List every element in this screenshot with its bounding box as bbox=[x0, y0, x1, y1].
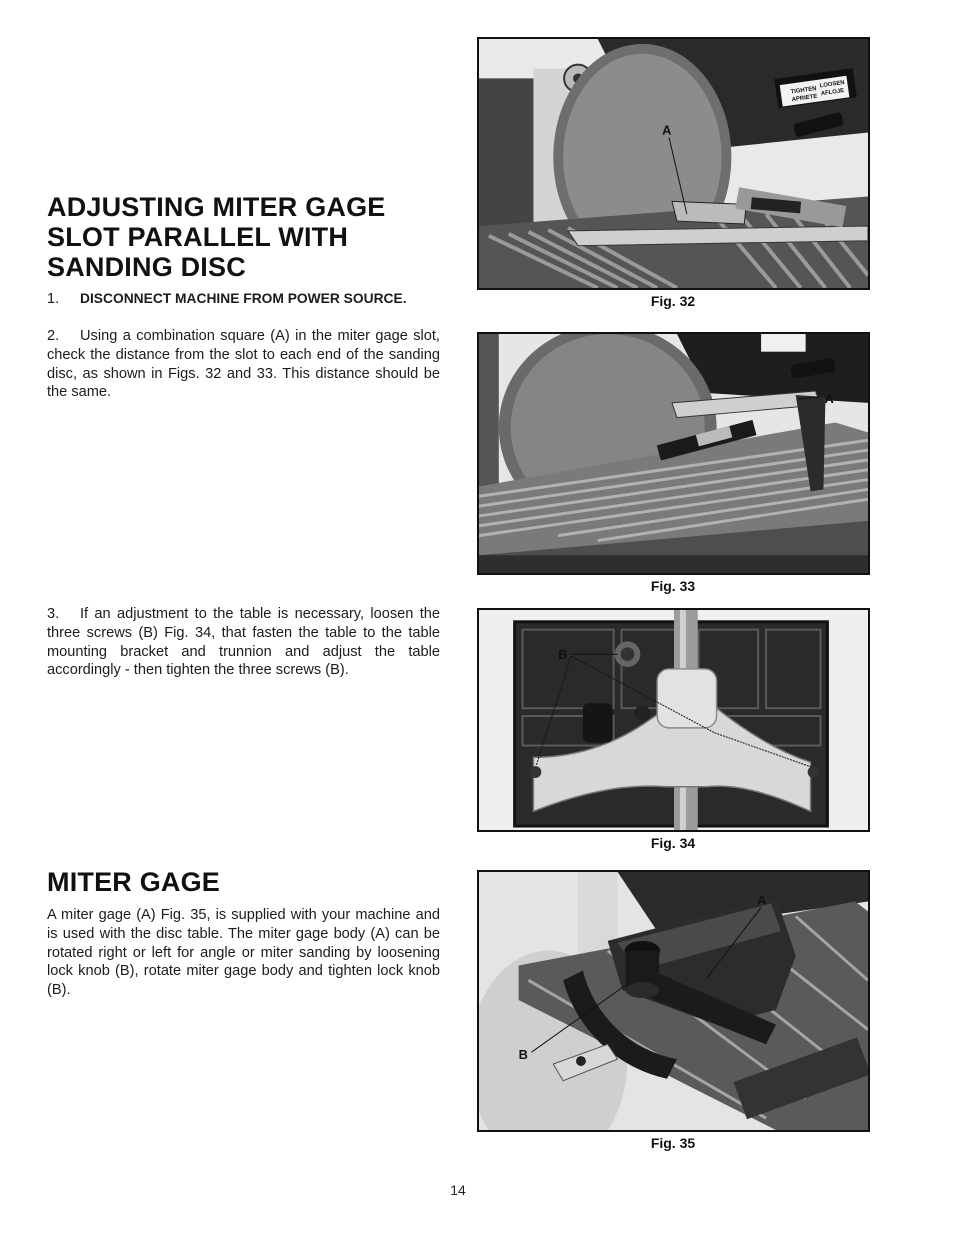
step-text: Using a combination square (A) in the miter gage slot, check the distance from the slot to each end of the sanding disc, as shown in Figs. 32 and 33. This distance should be the same. bbox=[47, 328, 440, 401]
callout-a: A bbox=[757, 892, 767, 908]
title-line: ADJUSTING MITER GAGE bbox=[47, 192, 386, 222]
table-underside-photo bbox=[479, 610, 868, 830]
miter-gage-paragraph: A miter gage (A) Fig. 35, is supplied with your machine and is used with the disc table. The miter gage body (A) can be rotated right or left for angle or miter sanding by loosening lock knob (B), rotate miter gage body and tighten lock knob (B). bbox=[47, 907, 440, 999]
page-number: 14 bbox=[450, 1182, 466, 1198]
step-text: DISCONNECT MACHINE FROM POWER SOURCE. bbox=[80, 291, 407, 306]
figure-35-caption: Fig. 35 bbox=[650, 1135, 696, 1151]
section-title-adjusting bbox=[47, 192, 447, 282]
step-3 bbox=[47, 605, 440, 680]
figure-32 bbox=[477, 37, 870, 290]
step-number: 2. bbox=[47, 328, 60, 344]
step-number: 3. bbox=[47, 606, 60, 622]
figure-34 bbox=[477, 608, 870, 832]
label-text: LOOSEN bbox=[819, 80, 846, 90]
step-2 bbox=[47, 327, 440, 402]
label-text: AFLOJE bbox=[820, 88, 845, 98]
callout-b: B bbox=[558, 647, 568, 663]
section-title-miter-gage: MITER GAGE bbox=[47, 867, 221, 897]
disc-sander-photo bbox=[479, 39, 868, 288]
step-1 bbox=[47, 290, 440, 309]
label-text: APRIETE bbox=[791, 93, 818, 104]
callout-a: A bbox=[662, 122, 672, 138]
miter-gage-photo bbox=[479, 872, 868, 1130]
figure-33 bbox=[477, 332, 870, 575]
step-number: 1. bbox=[47, 291, 60, 307]
title-line: SLOT PARALLEL WITH bbox=[47, 222, 349, 252]
disc-sander-photo bbox=[479, 334, 868, 573]
figure-35 bbox=[477, 870, 870, 1132]
step-text: If an adjustment to the table is necessary, loosen the three screws (B) Fig. 34, that fasten the table to the table mounting bracket and trunnion and adjust the table accordingly - then tighten the three screws (B). bbox=[47, 606, 440, 679]
figure-33-caption: Fig. 33 bbox=[650, 578, 696, 594]
callout-a: A bbox=[824, 390, 834, 406]
title-line: SANDING DISC bbox=[47, 252, 246, 282]
label-text: TIGHTEN bbox=[790, 85, 817, 96]
callout-b: B bbox=[518, 1047, 528, 1063]
figure-32-caption: Fig. 32 bbox=[650, 293, 696, 309]
figure-34-caption: Fig. 34 bbox=[650, 835, 696, 851]
